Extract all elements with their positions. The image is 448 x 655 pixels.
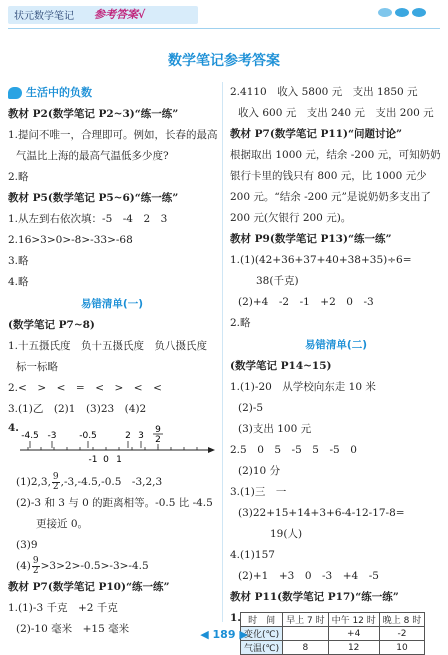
section-icon bbox=[8, 87, 22, 99]
table-cell: 12 bbox=[328, 641, 379, 655]
answer-line: 更接近 0。 bbox=[36, 518, 89, 530]
answer-line: (3)9 bbox=[16, 539, 38, 551]
answer-line: 1.(1)-3 千克 +2 千克 bbox=[8, 602, 118, 614]
series-name: 状元数学笔记 bbox=[14, 11, 74, 22]
answer-line: 2.16>3>0>-8>-33>-68 bbox=[8, 234, 133, 246]
answer-line: (4) $\frac{9}{2}$ >3>2>-0.5>-3>-4.5 bbox=[16, 555, 149, 576]
answer-tag: 参考答案√ bbox=[94, 8, 146, 21]
table-row bbox=[241, 641, 425, 655]
table-header-cell: 时 间 bbox=[241, 613, 283, 627]
nl-label-bottom: 0 bbox=[103, 455, 109, 465]
answer-line: 38(千克) bbox=[256, 275, 299, 287]
answer-line: 根据取出 1000 元，结余 -200 元，可知奶奶 bbox=[230, 149, 441, 161]
right-column bbox=[230, 82, 442, 652]
nl-label-top: 3 bbox=[138, 431, 144, 441]
exercise-heading: 教材 P7(数学笔记 P11)“问题讨论” bbox=[230, 128, 403, 140]
answer-line: 4.略 bbox=[8, 276, 29, 288]
nl-label-top: -0.5 bbox=[79, 431, 97, 441]
answer-line: 2.略 bbox=[8, 171, 29, 183]
table-cell: +4 bbox=[328, 627, 379, 641]
fraction: $\frac{9}{2}$ bbox=[32, 555, 39, 576]
answer-line: 2.< > < = < > < < bbox=[8, 382, 162, 394]
section-heading bbox=[8, 82, 216, 104]
fraction: $\frac{9}{2}$ bbox=[52, 471, 59, 492]
answer-line: 1.从左到右依次填：-5 -4 2 3 bbox=[8, 213, 168, 225]
answer-line: 4. bbox=[8, 422, 19, 434]
table-cell: 10 bbox=[379, 641, 424, 655]
exercise-heading: (数学笔记 P7~8) bbox=[8, 319, 95, 331]
answer-line: 4.(1)157 bbox=[230, 549, 275, 561]
number-line bbox=[8, 420, 216, 472]
exercise-heading: (数学笔记 P14~15) bbox=[230, 360, 332, 372]
answer-line: 收入 600 元 支出 240 元 支出 200 元 bbox=[238, 107, 434, 119]
table-header-cell: 早上 7 时 bbox=[283, 613, 328, 627]
answer-line: 3.(1)三 一 bbox=[230, 486, 287, 498]
nl-label-top: -4.5 bbox=[21, 431, 39, 441]
answer-line: 3.(1)乙 (2)1 (3)23 (4)2 bbox=[8, 403, 147, 415]
answer-line: 1.提问不唯一，合理即可。例如，长春的最高 bbox=[8, 129, 218, 141]
answer-line: (2)+1 +3 0 -3 +4 -5 bbox=[238, 570, 379, 582]
answer-line: (2)-5 bbox=[238, 402, 264, 414]
page-title: 数学笔记参考答案 bbox=[168, 53, 280, 69]
left-column bbox=[8, 82, 216, 640]
mistakes-heading: 易错清单(二) bbox=[304, 339, 368, 351]
answer-line: 1.(1)-20 从学校向东走 10 米 bbox=[230, 381, 376, 393]
answer-line: 3.略 bbox=[8, 255, 29, 267]
answer-line: (3)支出 100 元 bbox=[238, 423, 312, 435]
table-row bbox=[241, 613, 425, 627]
page-number: ◀ 189 ▶ bbox=[200, 628, 248, 641]
answer-line: 2.4110 收入 5800 元 支出 1850 元 bbox=[230, 86, 418, 98]
answer-line: (1)2,3, $\frac{9}{2}$ ,-3,-4.5,-0.5 -3,2,3 bbox=[16, 471, 163, 492]
answer-line: (2)10 分 bbox=[238, 465, 281, 477]
mistakes-heading: 易错清单(一) bbox=[80, 298, 144, 310]
exercise-heading: 教材 P11(数学笔记 P17)“练一练” bbox=[230, 591, 399, 603]
nl-label-top: 2 bbox=[155, 435, 161, 445]
section-title: 生活中的负数 bbox=[26, 86, 92, 99]
nl-label-top: -3 bbox=[47, 431, 57, 441]
table-header-cell: 晚上 8 时 bbox=[379, 613, 424, 627]
nl-label-top: 2 bbox=[125, 431, 131, 441]
answer-line: 1.(1)(42+36+37+40+38+35)÷6= bbox=[230, 254, 412, 266]
answer-line: (2)-10 毫米 +15 毫米 bbox=[16, 623, 130, 635]
answer-line: 1. bbox=[230, 612, 241, 624]
table-cell: 8 bbox=[283, 641, 328, 655]
answer-line: (2)+4 -2 -1 +2 0 -3 bbox=[238, 296, 374, 308]
column-divider bbox=[222, 82, 223, 622]
page-header bbox=[0, 0, 448, 44]
answer-line: 2.略 bbox=[230, 317, 251, 329]
answer-line: (2)-3 和 3 与 0 的距离相等。-0.5 比 -4.5 bbox=[16, 497, 213, 509]
number-line-block bbox=[8, 420, 216, 472]
exercise-heading: 教材 P9(数学笔记 P13)“练一练” bbox=[230, 233, 392, 245]
exercise-heading: 教材 P5(数学笔记 P5~6)“练一练” bbox=[8, 192, 179, 204]
answer-line: 气温比上海的最高气温低多少度? bbox=[16, 150, 169, 162]
table-cell: 变化(℃) bbox=[241, 627, 283, 641]
exercise-heading: 教材 P2(数学笔记 P2~3)“练一练” bbox=[8, 108, 179, 120]
answer-line: 1.十五摄氏度 负十五摄氏度 负八摄氏度 bbox=[8, 340, 208, 352]
exercise-heading: 教材 P7(数学笔记 P10)“练一练” bbox=[8, 581, 170, 593]
answer-line: 200 元(欠银行 200 元)。 bbox=[230, 212, 352, 224]
answer-line: 银行卡里的钱只有 800 元，比 1000 元少 bbox=[230, 170, 427, 182]
answer-line: 19(人) bbox=[270, 528, 303, 540]
nl-label-top: 9 bbox=[155, 425, 161, 435]
answer-line: 标一标略 bbox=[16, 361, 58, 373]
table-cell: -2 bbox=[379, 627, 424, 641]
answer-line: (3)22+15+14+3+6-4-12-17-8= bbox=[238, 507, 405, 519]
table-cell: 气温(℃) bbox=[241, 641, 283, 655]
nl-label-bottom: 1 bbox=[116, 455, 122, 465]
answer-line: 200 元。“结余 -200 元”是说奶奶多支出了 bbox=[230, 191, 431, 203]
table-header-cell: 中午 12 时 bbox=[328, 613, 379, 627]
header-rule bbox=[8, 28, 440, 29]
nl-label-bottom: -1 bbox=[88, 455, 98, 465]
header-dots-icon bbox=[378, 8, 426, 17]
answer-line: 2.5 0 5 -5 5 -5 0 bbox=[230, 444, 357, 456]
